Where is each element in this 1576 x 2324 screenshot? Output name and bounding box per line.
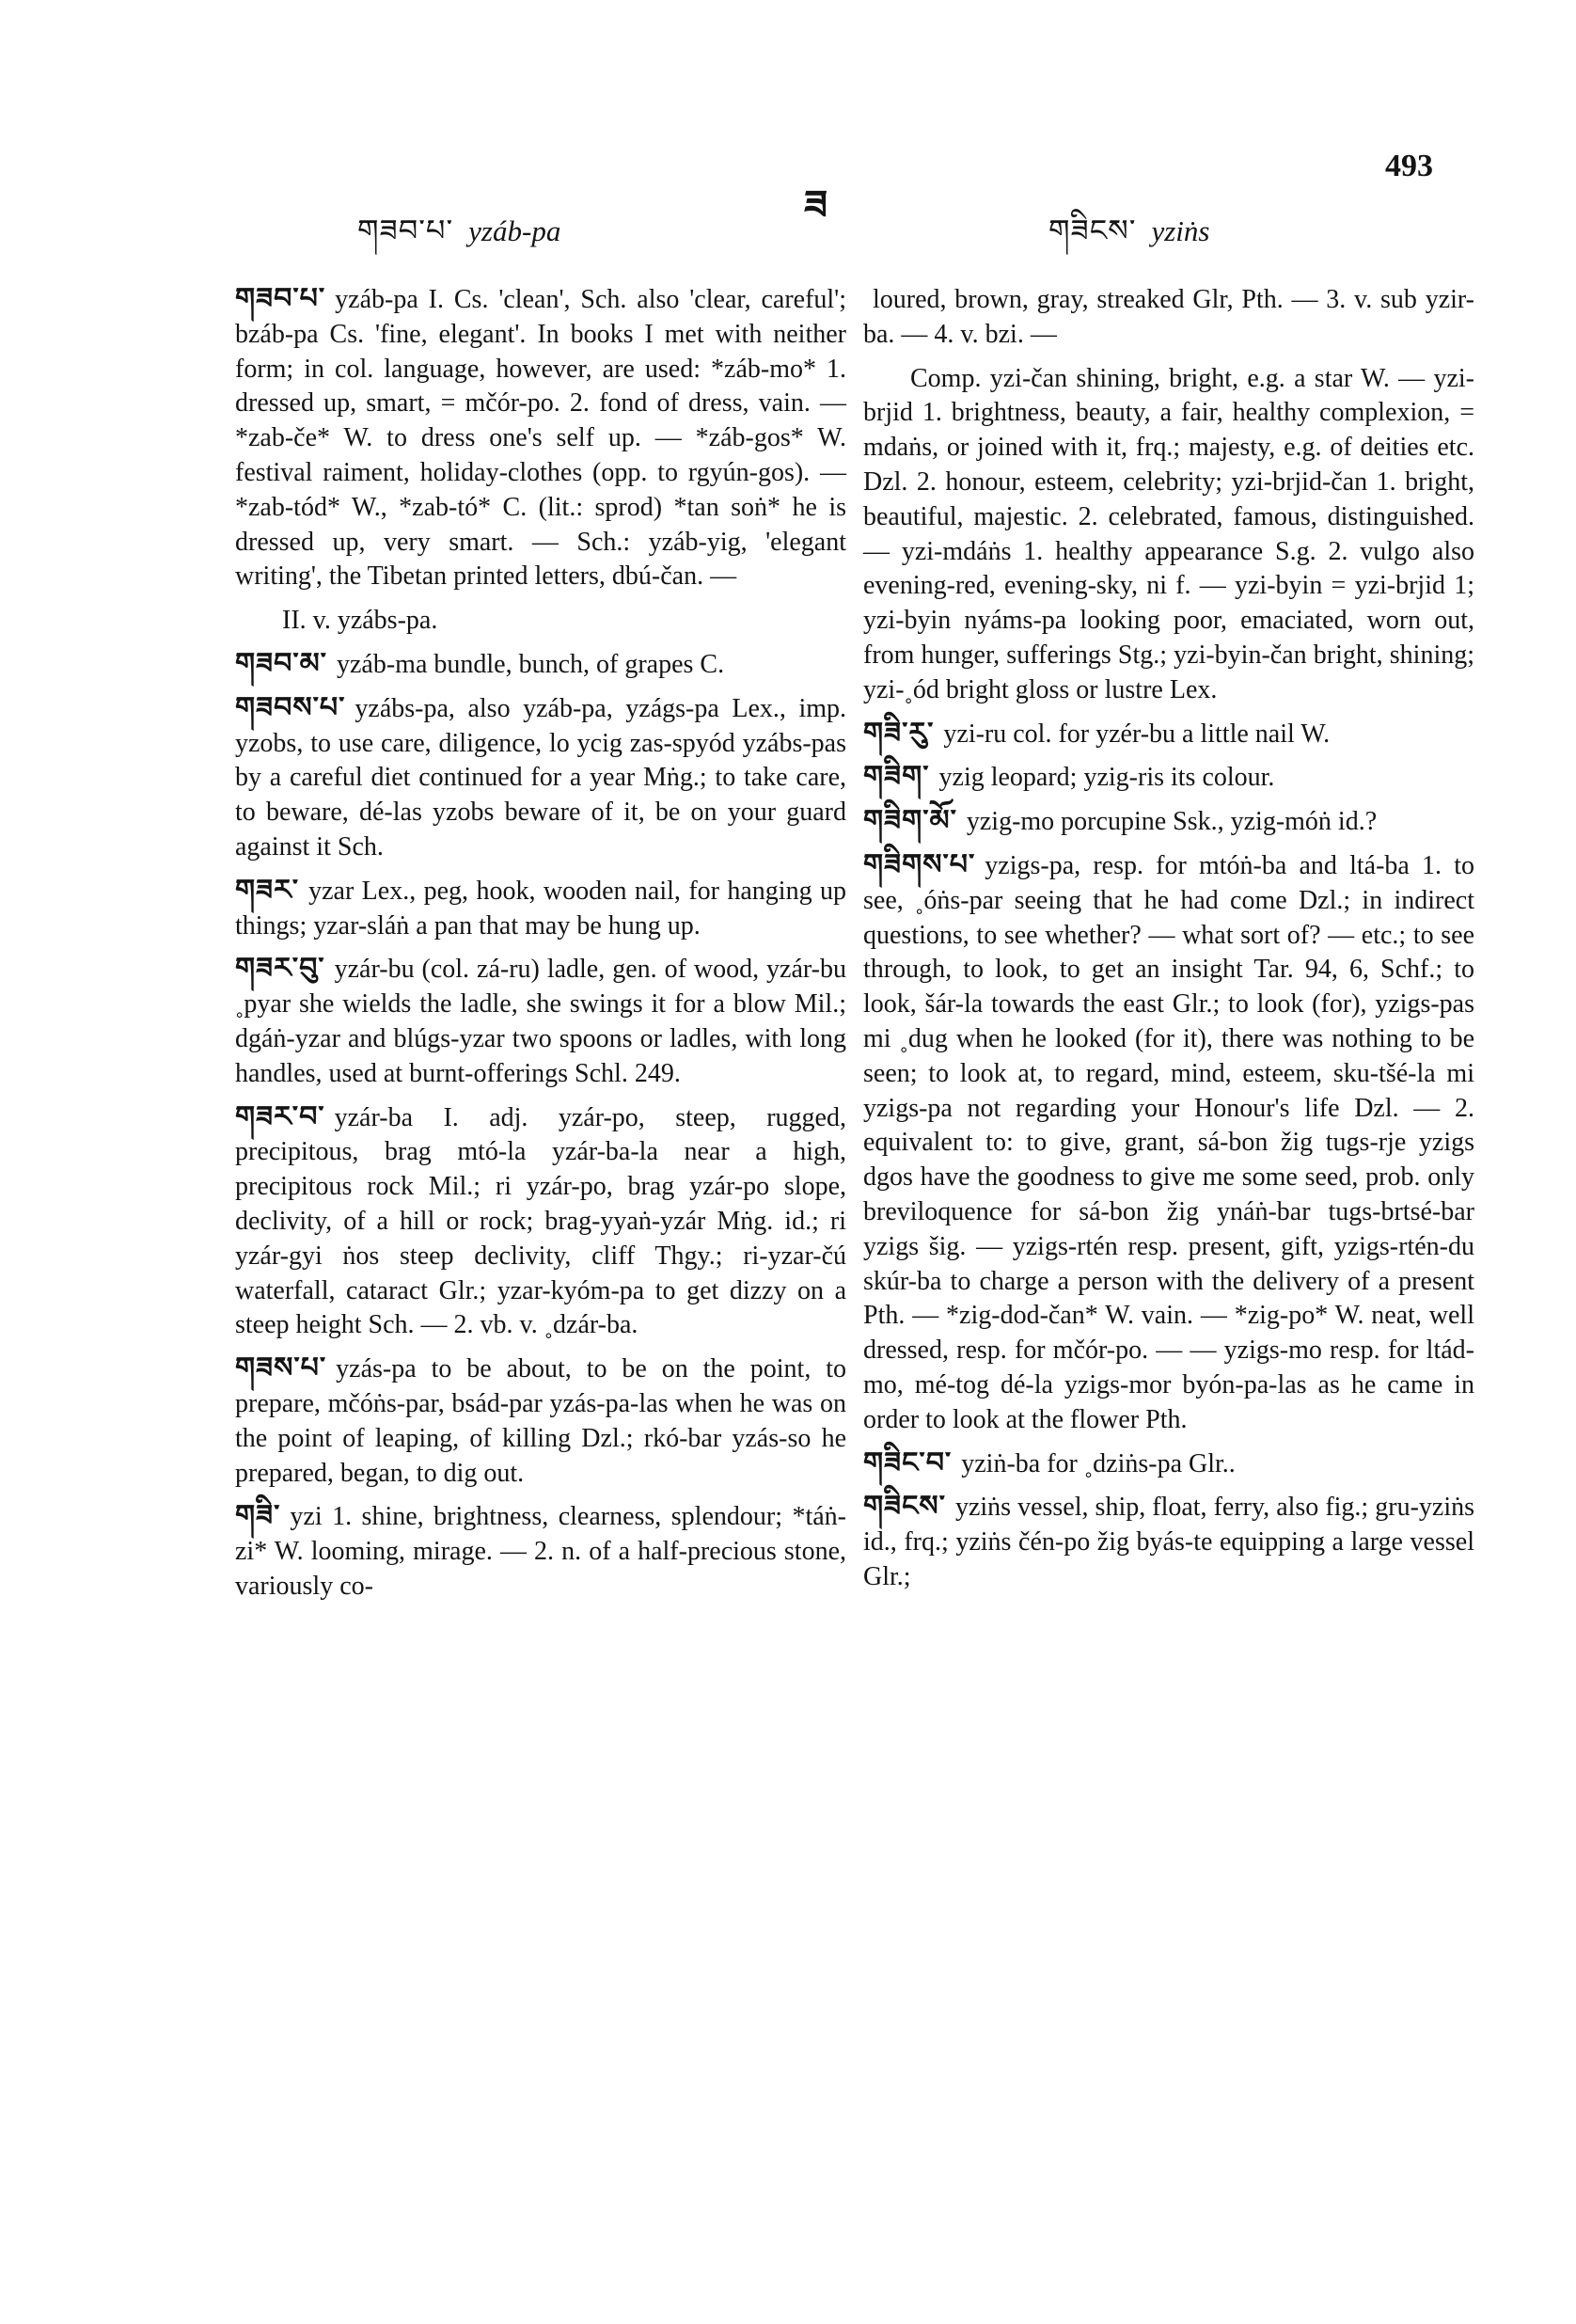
entry-headword: གཟབ་མ་ <box>235 647 327 679</box>
entry-text: yziṅ-ba for ˳dziṅs-pa Glr.. <box>961 1448 1236 1478</box>
entry-text: yzig leopard; yzig-ris its colour. <box>938 763 1275 793</box>
running-head-left <box>357 198 560 282</box>
dictionary-entry <box>863 282 1474 353</box>
entry-text: loured, brown, gray, streaked Glr, Pth. — 3. v. sub yzir-ba. — 4. v. bzi. — <box>863 285 1474 349</box>
running-head-left-tibetan: གཟབ་པ་ <box>357 213 454 247</box>
dictionary-entry <box>235 1499 846 1604</box>
running-head-left-roman: yzáb-pa <box>468 214 561 247</box>
entry-headword: གཟིག་ <box>863 761 930 793</box>
entry-text: yzás-pa to be about, to be on the point, to prepare, mčóṅs-par, bsád-par yzás-pa-las when he was on the point of leaping, of killing Dzl.; rkó-bar yzás-so he prepared, began, to dig out. <box>235 1354 846 1488</box>
entry-headword: གཟར་བ་ <box>235 1100 325 1132</box>
running-head-right-tibetan: གཟིངས་ <box>1048 213 1137 247</box>
entry-text: II. v. yzábs-pa. <box>282 606 438 636</box>
section-letter: ཟ <box>804 184 828 228</box>
entry-headword: གཟིག་མོ་ <box>863 805 957 837</box>
entry-text: yzi-ru col. for yzér-bu a little nail W. <box>943 719 1331 749</box>
entry-headword: གཟར་ <box>235 874 300 906</box>
entry-text: yzigs-pa, resp. for mtóṅ-ba and ltá-ba 1. to see, ˳óṅs-par seeing that he had come Dzl.; in indirect questions, to see whether? — what sort of? — etc.; to see through, to look, to get an insight Tar. 94, 6, Schf.; to look, šár-la towards the east Glr.; to look (for), yzigs-pas mi ˳dug when he looked (for it), there was nothing to be seen; to look at, to regard, mind, esteem, sku-tšé-la mi yzigs-pa not regarding your Honour's life Dzl. — 2. equivalent to: to give, grant, sá-bon žig tugs-rje yzigs dgos have the goodness to give me some seed, prob. only breviloquence for sá-bon žig ynáṅ-bar tugs-brtsé-bar yzigs šig. — yzigs-rtén resp. present, gift, yzigs-rtén-du skúr-ba to charge a person with the delivery of a present Pth. — *zig-dod-čan* W. vain. — *zig-po* W. neat, well dressed, resp. for mčór-po. — — yzigs-mo resp. for ltád-mo, mé-tog dé-la yzigs-mor byón-pa-las as he came in order to look at the flower Pth. <box>863 850 1474 1434</box>
entry-headword: གཟི་ <box>235 1500 281 1532</box>
dictionary-entry <box>235 647 846 683</box>
page-number: 493 <box>1385 149 1433 183</box>
entry-headword: གཟིང་བ་ <box>863 1447 953 1478</box>
dictionary-entry <box>235 282 846 594</box>
dictionary-entry <box>863 717 1474 752</box>
dictionary-entry <box>235 1100 846 1344</box>
entry-text: yzábs-pa, also yzáb-pa, yzágs-pa Lex., imp. yzobs, to use care, diligence, lo ycig zas-spyód yzábs-pas by a careful diet continued for a year Mṅg.; to take care, to beware, dé-las yzobs beware of it, be on your guard against it Sch. <box>235 693 846 862</box>
right-column <box>863 282 1474 1604</box>
dictionary-entry <box>235 874 846 944</box>
entry-headword: གཟིགས་པ་ <box>863 848 976 880</box>
entry-text: yzar Lex., peg, hook, wooden nail, for hanging up things; yzar-sláṅ a pan that may be hung up. <box>235 876 846 941</box>
entry-text: yzi 1. shine, brightness, clearness, splendour; *táṅ-zi* W. looming, mirage. — 2. n. of a half-precious stone, variously co- <box>235 1502 846 1601</box>
dictionary-entry <box>235 1352 846 1491</box>
entry-headword: གཟི་རུ་ <box>863 717 935 749</box>
entry-text: Comp. yzi-čan shining, bright, e.g. a star W. — yzi-brjid 1. brightness, beauty, a fair, healthy complexion, = mdaṅs, or joined with it, frq.; majesty, e.g. of deities etc. Dzl. 2. honour, esteem, celebrity; yzi-brjid-čan 1. bright, beautiful, majestic. 2. celebrated, famous, distinguished. — yzi-mdáṅs 1. healthy appearance S.g. 2. vulgo also evening-red, evening-sky, ni f. — yzi-byin = yzi-brjid 1; yzi-byin nyáms-pa looking poor, emaciated, worn out, from hunger, sufferings Stg.; yzi-byin-čan bright, shining; yzi-˳ód bright gloss or lustre Lex. <box>863 363 1474 704</box>
dictionary-entry <box>235 952 846 1091</box>
entry-text: yzár-bu (col. zá-ru) ladle, gen. of wood, yzár-bu ˳pyar she wields the ladle, she swings it for a blow Mil.; dgáṅ-yzar and blúgs-yzar two spoons or ladles, with long handles, used at burnt-offerings Schl. 249. <box>235 955 846 1088</box>
entry-headword: གཟར་བུ་ <box>235 953 325 985</box>
running-head-right <box>1048 198 1209 282</box>
entry-text: yzár-ba I. adj. yzár-po, steep, rugged, precipitous, brag mtó-la yzár-ba-la near a high, precipitous rock Mil.; ri yzár-po, brag yzár-po slope, declivity, of a hill or rock; brag-yyaṅ-yzár Mṅg. id.; ri yzár-gyi ṅos steep declivity, cliff Thgy.; ri-yzar-čú waterfall, cataract Glr.; yzar-kyóm-pa to get dizzy on a steep height Sch. — 2. vb. v. ˳dzár-ba. <box>235 1102 846 1340</box>
entry-text: yzáb-ma bundle, bunch, of grapes C. <box>336 649 725 679</box>
left-column <box>235 282 846 1613</box>
entry-headword: གཟབས་པ་ <box>235 691 346 723</box>
dictionary-entry <box>863 804 1474 840</box>
dictionary-entry <box>235 603 846 639</box>
dictionary-entry <box>235 691 846 865</box>
entry-headword: གཟིངས་ <box>863 1491 946 1523</box>
dictionary-entry <box>863 1490 1474 1594</box>
entry-headword: གཟབ་པ་ <box>235 283 326 314</box>
entry-text: yziṅs vessel, ship, float, ferry, also fig.; gru-yziṅs id., frq.; yziṅs čén-po žig byás-te equipping a large vessel Glr.; <box>863 1493 1474 1591</box>
running-head-right-roman: yziṅs <box>1151 214 1210 247</box>
dictionary-entry <box>863 1447 1474 1482</box>
entry-headword: གཟས་པ་ <box>235 1352 327 1384</box>
entry-text: yzáb-pa I. Cs. 'clean', Sch. also 'clear, careful'; bzáb-pa Cs. 'fine, elegant'. In books I met with neither form; in col. language, however, are used: *záb-mo* 1. dressed up, smart, = mčór-po. 2. fond of dress, vain. — *zab-če* W. to dress one's self up. — *záb-gos* W. festival raiment, holiday-clothes (opp. to rgyún-gos). — *zab-tód* W., *zab-tó* C. (lit.: sprod) *tan soṅ* he is dressed up, very smart. — Sch.: yzáb-yig, 'elegant writing', the Tibetan printed letters, dbú-čan. — <box>235 285 846 592</box>
dictionary-entry <box>863 760 1474 796</box>
dictionary-entry <box>863 848 1474 1438</box>
entry-text: yzig-mo porcupine Ssk., yzig-móṅ id.? <box>966 807 1378 837</box>
dictionary-entry <box>863 361 1474 708</box>
